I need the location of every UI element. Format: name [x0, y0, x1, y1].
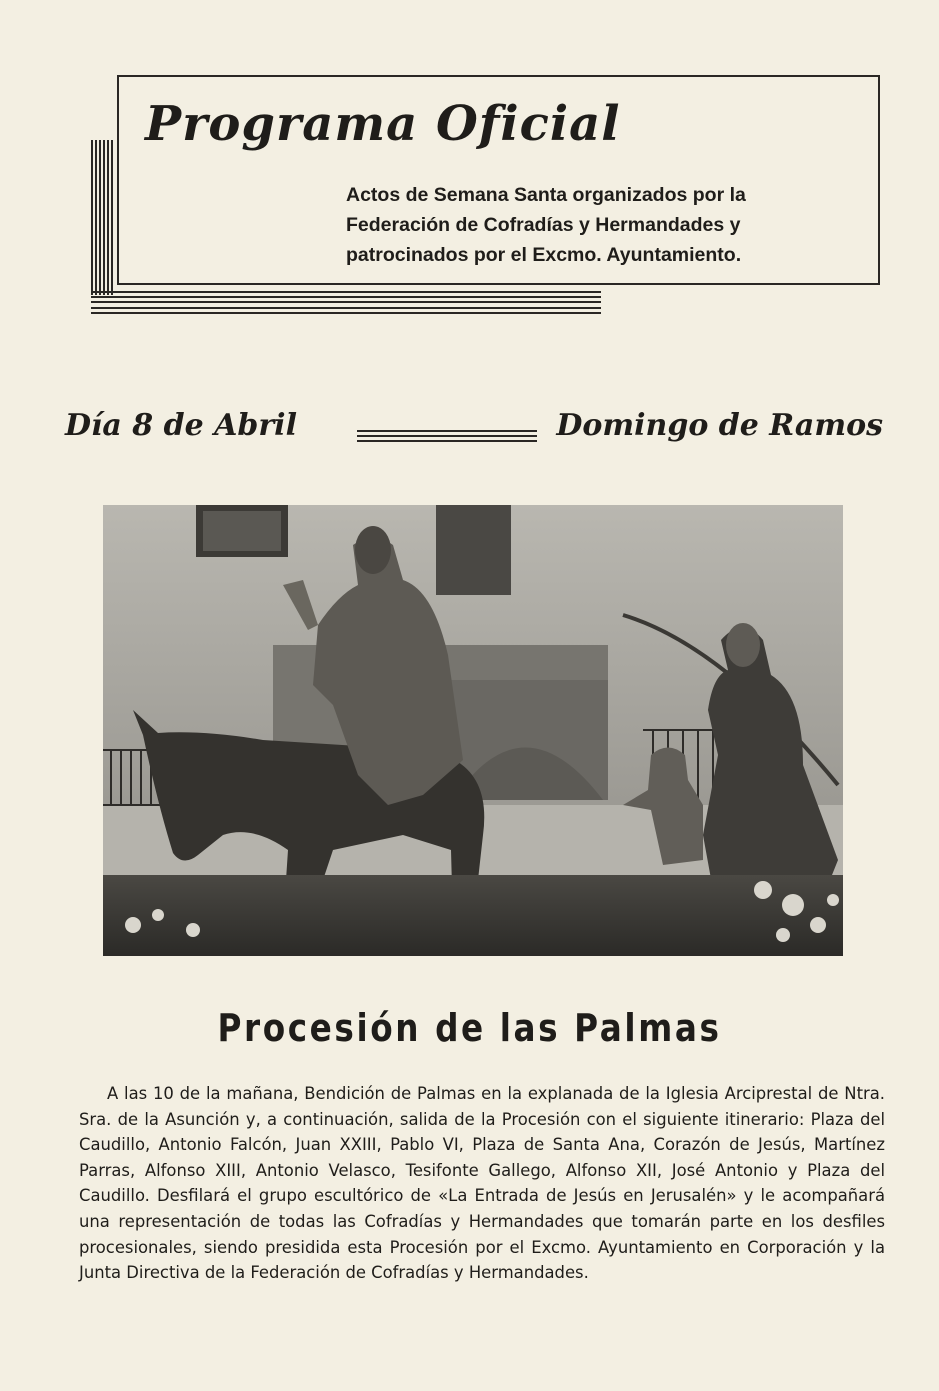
- subtitle-line: patrocinados por el Excmo. Ayuntamiento.: [346, 244, 742, 266]
- program-title: Programa Oficial: [145, 96, 621, 152]
- date-separator-rule: [357, 430, 537, 442]
- program-subtitle: [346, 180, 866, 270]
- subtitle-line: Federación de Cofradías y Hermandades y: [346, 214, 741, 236]
- subtitle-line: Actos de Semana Santa organizados por la: [346, 184, 746, 206]
- description-paragraph: A las 10 de la mañana, Bendición de Palmas en la explanada de la Iglesia Arciprestal de Ntra. Sra. de la Asunción y, a continuación, salida de la Procesión con el siguiente itinerario: Plaza del Caudillo, Antonio Falcón, Juan XXIII, Pablo VI, Plaza de Santa Ana, Corazón de Jesús, Martínez Parras, Alfonso XIII, Antonio Velasco, Tesifonte Gallego, Alfonso XII, José Antonio y Plaza del Caudillo. Desfilará el grupo escultórico de «La Entrada de Jesús en Jerusalén» y le acompañará una representación de todas las Cofradías y Hermandades que tomarán parte en los desfiles procesionales, siendo presidida esta Procesión por el Excmo. Ayuntamiento en Corporación y la Junta Directiva de la Federación de Cofradías y Hermandades.: [79, 1084, 885, 1283]
- procession-photo: [103, 505, 843, 956]
- decorative-horizontal-rules: [91, 291, 601, 315]
- event-date: Día 8 de Abril: [65, 408, 297, 443]
- decorative-vertical-rules: [91, 140, 117, 295]
- event-day-name: Domingo de Ramos: [556, 408, 883, 443]
- procession-photo-icon: [103, 505, 843, 956]
- procession-title: Procesión de las Palmas: [217, 1006, 722, 1050]
- procession-description: [79, 1081, 885, 1286]
